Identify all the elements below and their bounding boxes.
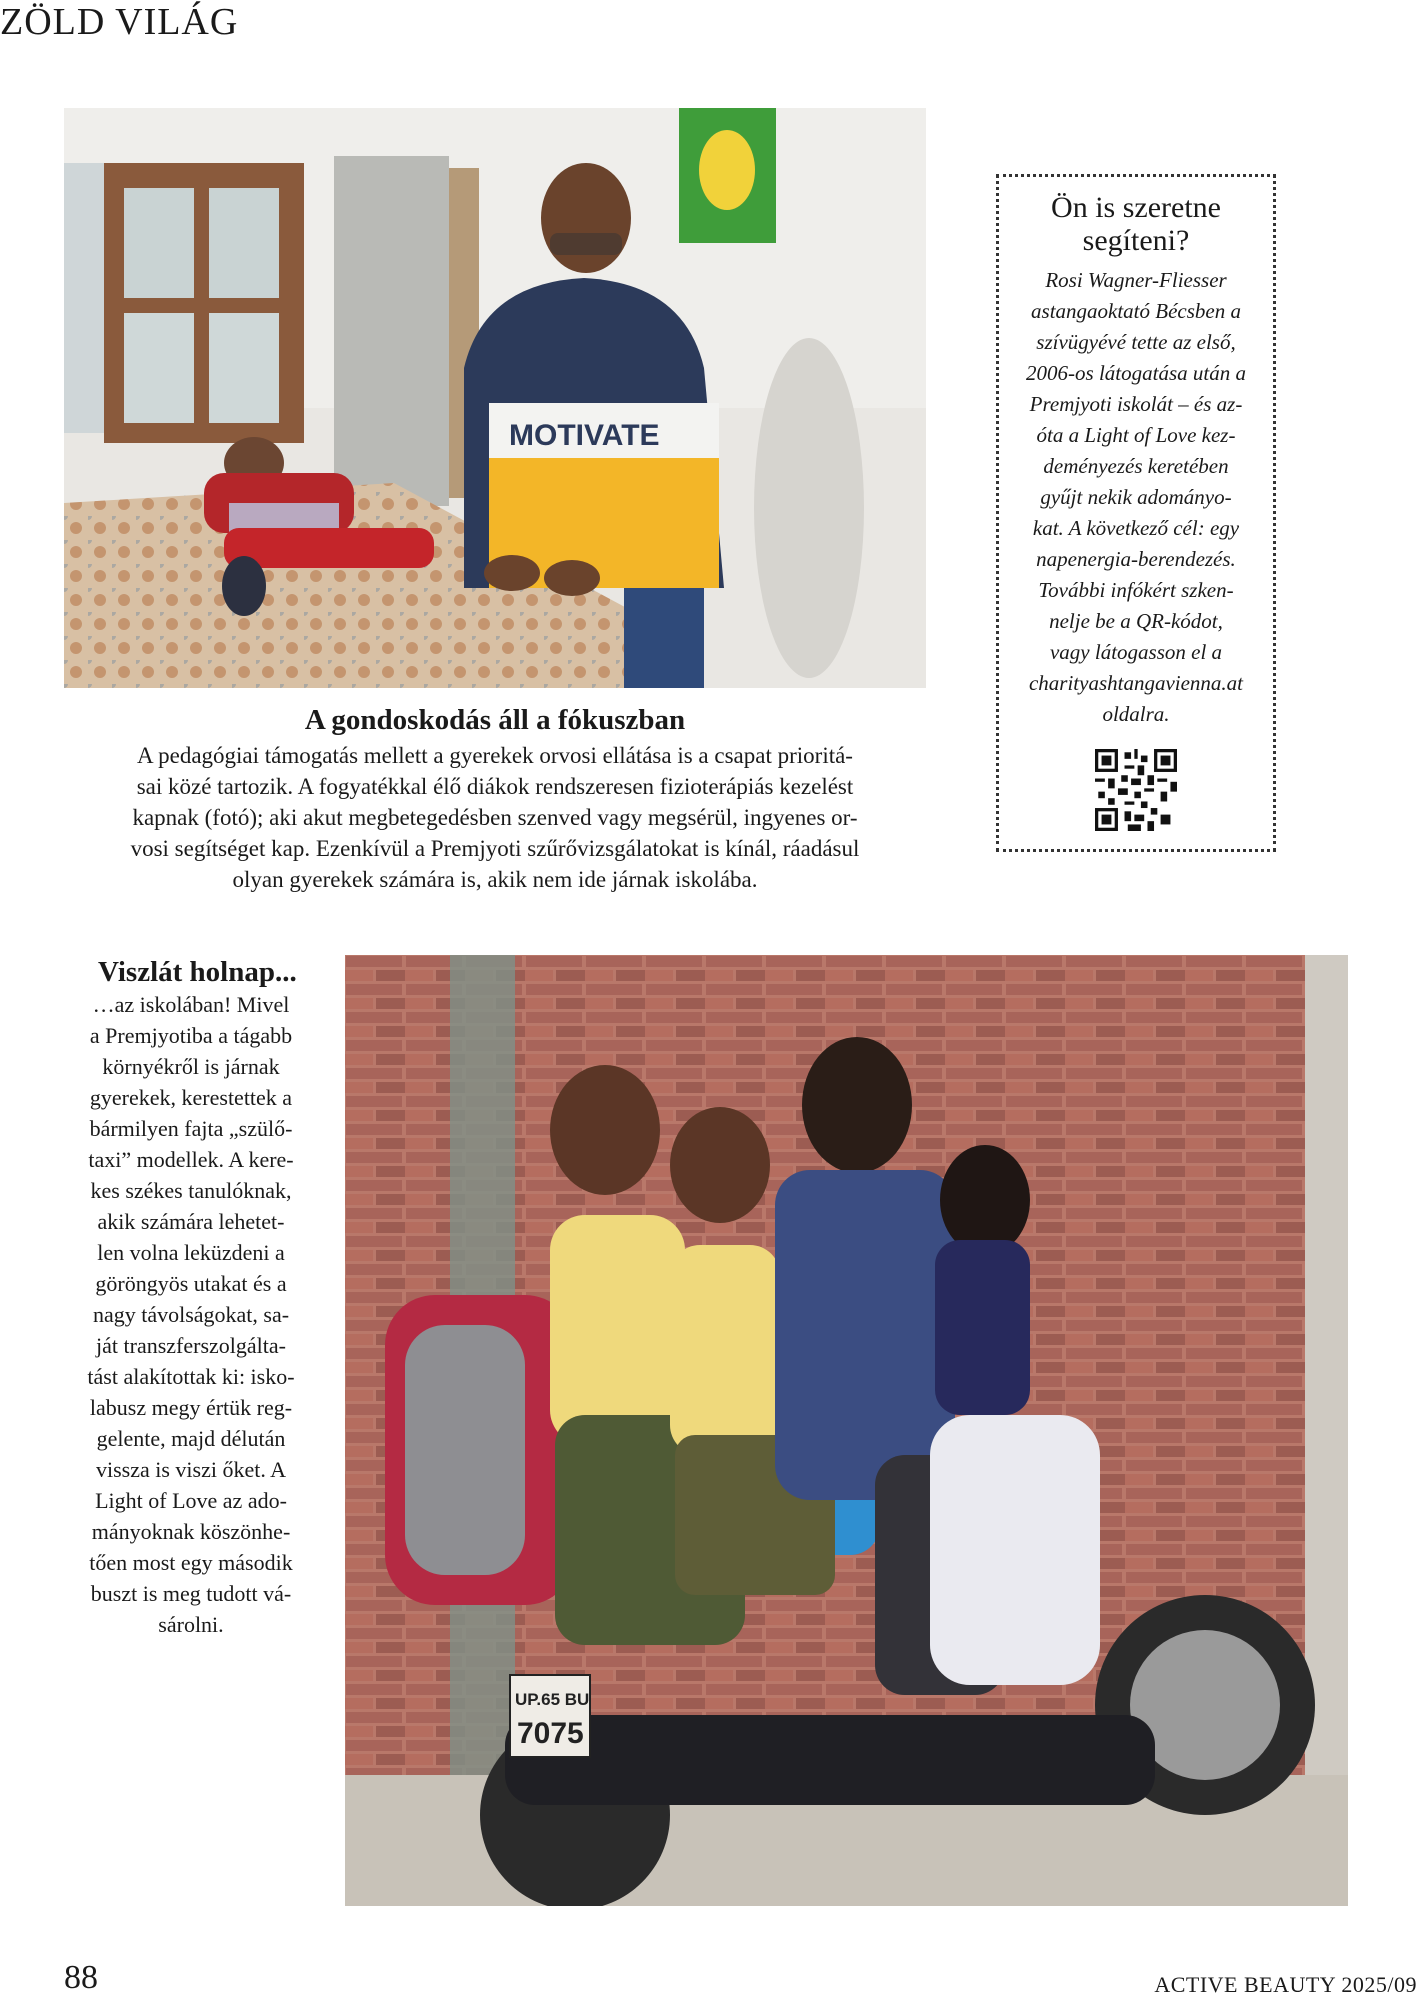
sidebar-line: kat. A következő cél: egy (1032, 516, 1240, 540)
article-line: kes székes tanulóknak, (90, 1178, 292, 1203)
article-line: vissza is viszi őket. A (95, 1457, 287, 1482)
sidebar-line: oldalra. (1102, 702, 1170, 726)
sidebar-title (999, 191, 1273, 257)
article-line: labusz megy értük reg- (89, 1395, 293, 1420)
caption-line: olyan gyerekek számára is, akik nem ide járnak iskolába. (232, 867, 758, 892)
article-line: göröngyös utakat és a (95, 1271, 287, 1296)
article-line: taxi” modellek. A kere- (88, 1147, 294, 1172)
article-line: környékről is járnak (102, 1054, 280, 1079)
article-line: ját transzferszolgálta- (96, 1333, 286, 1358)
magazine-issue: ACTIVE BEAUTY 2025/09 (1154, 1972, 1417, 1997)
article-line: gyerekek, kerestettek a (89, 1085, 293, 1110)
sidebar-line: napenergia-berendezés. (1036, 547, 1236, 571)
caption-title: A gondoskodás áll a fókuszban (304, 704, 686, 736)
sidebar-title-line: segíteni? (1082, 224, 1190, 257)
sidebar-line[interactable]: charityashtangavienna.at (1028, 671, 1244, 695)
sidebar-line: szívügyévé tette az első, (1036, 330, 1236, 354)
photo-children-on-motorcycle (345, 955, 1348, 1906)
photo-motorcycle-illustration (345, 955, 1348, 1906)
side-article-title: Viszlát holnap... (98, 956, 297, 988)
donation-sidebar-box (996, 174, 1276, 852)
sidebar-line: Premjyoti iskolát – és az- (1029, 392, 1243, 416)
section-header: ZÖLD VILÁG (0, 1, 239, 43)
article-line: sárolni. (158, 1612, 224, 1637)
sidebar-line: nelje be a QR-kódot, (1049, 609, 1223, 633)
side-article-body (60, 989, 322, 1640)
sidebar-title-line: Ön is szeretne (1051, 191, 1221, 224)
sidebar-line: deményezés keretében (1043, 454, 1229, 478)
sidebar-line: vagy látogasson el a (1049, 640, 1223, 664)
sidebar-body (999, 265, 1273, 730)
page-number: 88 (64, 1959, 98, 1996)
qr-code-icon[interactable] (1095, 749, 1177, 831)
caption-line: sai közé tartozik. A fogyatékkal élő diákok rendszeresen fizioterápiás kezelést (136, 774, 854, 799)
article-line: tően most egy második (89, 1550, 293, 1575)
article-line: bármilyen fajta „szülő- (89, 1116, 293, 1141)
article-line: akik számára lehetet- (97, 1209, 285, 1234)
sidebar-line: astangaoktató Bécsben a (1031, 299, 1241, 323)
side-article (60, 955, 322, 1640)
license-plate-line1: UP.65 BU (515, 1690, 590, 1709)
article-line: tást alakítottak ki: isko- (87, 1364, 295, 1389)
article-line: len volna leküzdeni a (97, 1240, 285, 1265)
sidebar-line: 2006-os látogatása után a (1026, 361, 1246, 385)
article-line: buszt is meg tudott vá- (90, 1581, 292, 1606)
sidebar-line: óta a Light of Love kez- (1036, 423, 1236, 447)
article-line: gelente, majd délután (96, 1426, 286, 1451)
sidebar-line: További infókért szken- (1038, 578, 1234, 602)
article-line: Light of Love az ado- (95, 1488, 287, 1513)
article-line: mányoknak köszönhe- (91, 1519, 291, 1544)
shirt-text: MOTIVATE (509, 419, 660, 452)
photo-caregiver-with-child (64, 108, 926, 688)
sidebar-line: Rosi Wagner-Fliesser (1045, 268, 1227, 292)
caption-line: kapnak (fotó); aki akut megbetegedésben szenved vagy megsérül, ingyenes or- (132, 805, 858, 830)
article-line: nagy távolságokat, sa- (92, 1302, 290, 1327)
article-line: a Premjyotiba a tágabb (89, 1023, 293, 1048)
caption-body (64, 740, 926, 895)
license-plate-line2: 7075 (517, 1717, 584, 1750)
photo-caregiver-illustration (64, 108, 926, 688)
caption-line: A pedagógiai támogatás mellett a gyerekek orvosi ellátása is a csapat prioritá- (137, 743, 853, 768)
article-line: …az iskolában! Mivel (92, 992, 290, 1017)
caption-line: vosi segítséget kap. Ezenkívül a Premjyoti szűrővizsgálatokat is kínál, ráadásul (130, 836, 860, 861)
sidebar-line: gyűjt nekik adományo- (1040, 485, 1232, 509)
